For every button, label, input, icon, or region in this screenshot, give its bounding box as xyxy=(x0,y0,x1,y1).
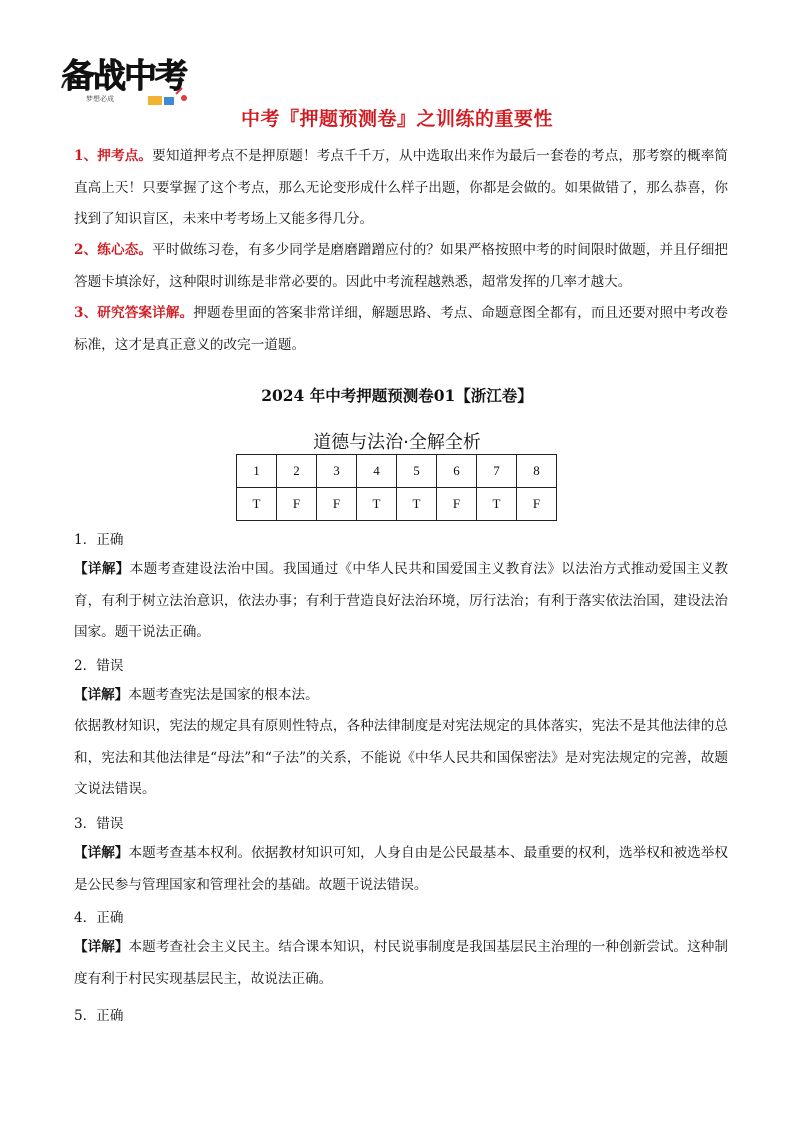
intro-text: 要知道押考点不是押原题！考点千千万，从中选取出来作为最后一套卷的考点，那考察的概率简直高上天！只要掌握了这个考点，那么无论变形成什么样子出题，你都是会做的。如果做错了，那么恭喜，你找到了知识盲区，未来中考考场上又能多得几分。 xyxy=(74,148,728,227)
intro-lead: 2、练心态。 xyxy=(74,242,153,258)
answer-table-answers-row xyxy=(237,488,557,521)
question-4-detail xyxy=(74,932,728,995)
table-cell: T xyxy=(237,488,277,521)
logo-text: 备战中考 xyxy=(62,56,186,95)
intro-paragraph-2 xyxy=(74,235,728,298)
detail-text: 本题考查基本权利。依据教材知识可知，人身自由是公民最基本、最重要的权利，选举权和被选举权是公民参与管理国家和管理社会的基础。故题干说法错误。 xyxy=(74,845,729,893)
intro-lead: 3、研究答案详解。 xyxy=(74,305,194,321)
table-cell: F xyxy=(437,488,477,521)
answer-table xyxy=(236,454,557,521)
table-cell: 8 xyxy=(517,455,557,488)
table-cell: 2 xyxy=(277,455,317,488)
question-3-detail xyxy=(74,838,728,901)
exam-title: 2024 年中考押题预测卷01【浙江卷】 xyxy=(261,386,533,405)
table-cell: T xyxy=(477,488,517,521)
table-cell: 6 xyxy=(437,455,477,488)
detail-text: 本题考查社会主义民主。结合课本知识，村民说事制度是我国基层民主治理的一种创新尝试。这种制度有利于村民实现基层民主，故说法正确。 xyxy=(74,939,729,987)
intro-text: 平时做练习卷，有多少同学是磨磨蹭蹭应付的？如果严格按照中考的时间限时做题，并且仔细把答题卡填涂好，这种限时训练是非常必要的。因此中考流程越熟悉，超常发挥的几率才越大。 xyxy=(74,242,728,290)
table-cell: 5 xyxy=(397,455,437,488)
table-cell: 3 xyxy=(317,455,357,488)
detail-label: 【详解】 xyxy=(74,561,130,577)
logo xyxy=(58,50,208,112)
intro-text: 押题卷里面的答案非常详细，解题思路、考点、命题意图全都有，而且还要对照中考改卷标准，这才是真正意义的改完一道题。 xyxy=(74,305,728,353)
question-1-result: 1．正确 xyxy=(74,532,124,548)
table-cell: F xyxy=(277,488,317,521)
question-1-detail xyxy=(74,554,728,649)
table-cell: F xyxy=(517,488,557,521)
table-cell: F xyxy=(317,488,357,521)
question-5-result: 5．正确 xyxy=(74,1008,124,1024)
table-cell: T xyxy=(397,488,437,521)
detail-text: 本题考查宪法是国家的根本法。 xyxy=(128,687,319,703)
question-4-result: 4．正确 xyxy=(74,910,124,926)
question-3-result: 3．错误 xyxy=(74,816,124,832)
table-cell: 1 xyxy=(237,455,277,488)
question-2-extra: 依据教材知识，宪法的规定具有原则性特点，各种法律制度是对宪法规定的具体落实，宪法不是其他法律的总和，宪法和其他法律是“母法”和“子法”的关系，不能说《中华人民共和国保密法》是对宪法规定的完善，故题文说法错误。 xyxy=(74,718,728,797)
page-title: 中考『押题预测卷』之训练的重要性 xyxy=(240,108,553,130)
answer-table-numbers-row xyxy=(237,455,557,488)
detail-label: 【详解】 xyxy=(74,845,129,861)
intro-paragraph-1 xyxy=(74,141,728,236)
detail-text: 本题考查建设法治中国。我国通过《中华人民共和国爱国主义教育法》以法治方式推动爱国主义教育，有利于树立法治意识，依法办事；有利于营造良好法治环境，厉行法治；有利于落实依法治国，建设法治国家。题干说法正确。 xyxy=(74,561,728,640)
detail-label: 【详解】 xyxy=(74,687,129,703)
table-cell: T xyxy=(357,488,397,521)
logo-subtitle: 梦想必成 xyxy=(86,95,114,103)
table-cell: 4 xyxy=(357,455,397,488)
table-cell: 7 xyxy=(477,455,517,488)
intro-paragraph-3 xyxy=(74,298,728,361)
detail-label: 【详解】 xyxy=(74,939,129,955)
subject-title: 道德与法治·全解全析 xyxy=(313,432,481,453)
question-2-result: 2．错误 xyxy=(74,658,124,674)
intro-lead: 1、押考点。 xyxy=(74,148,153,164)
question-2-detail xyxy=(74,680,728,712)
